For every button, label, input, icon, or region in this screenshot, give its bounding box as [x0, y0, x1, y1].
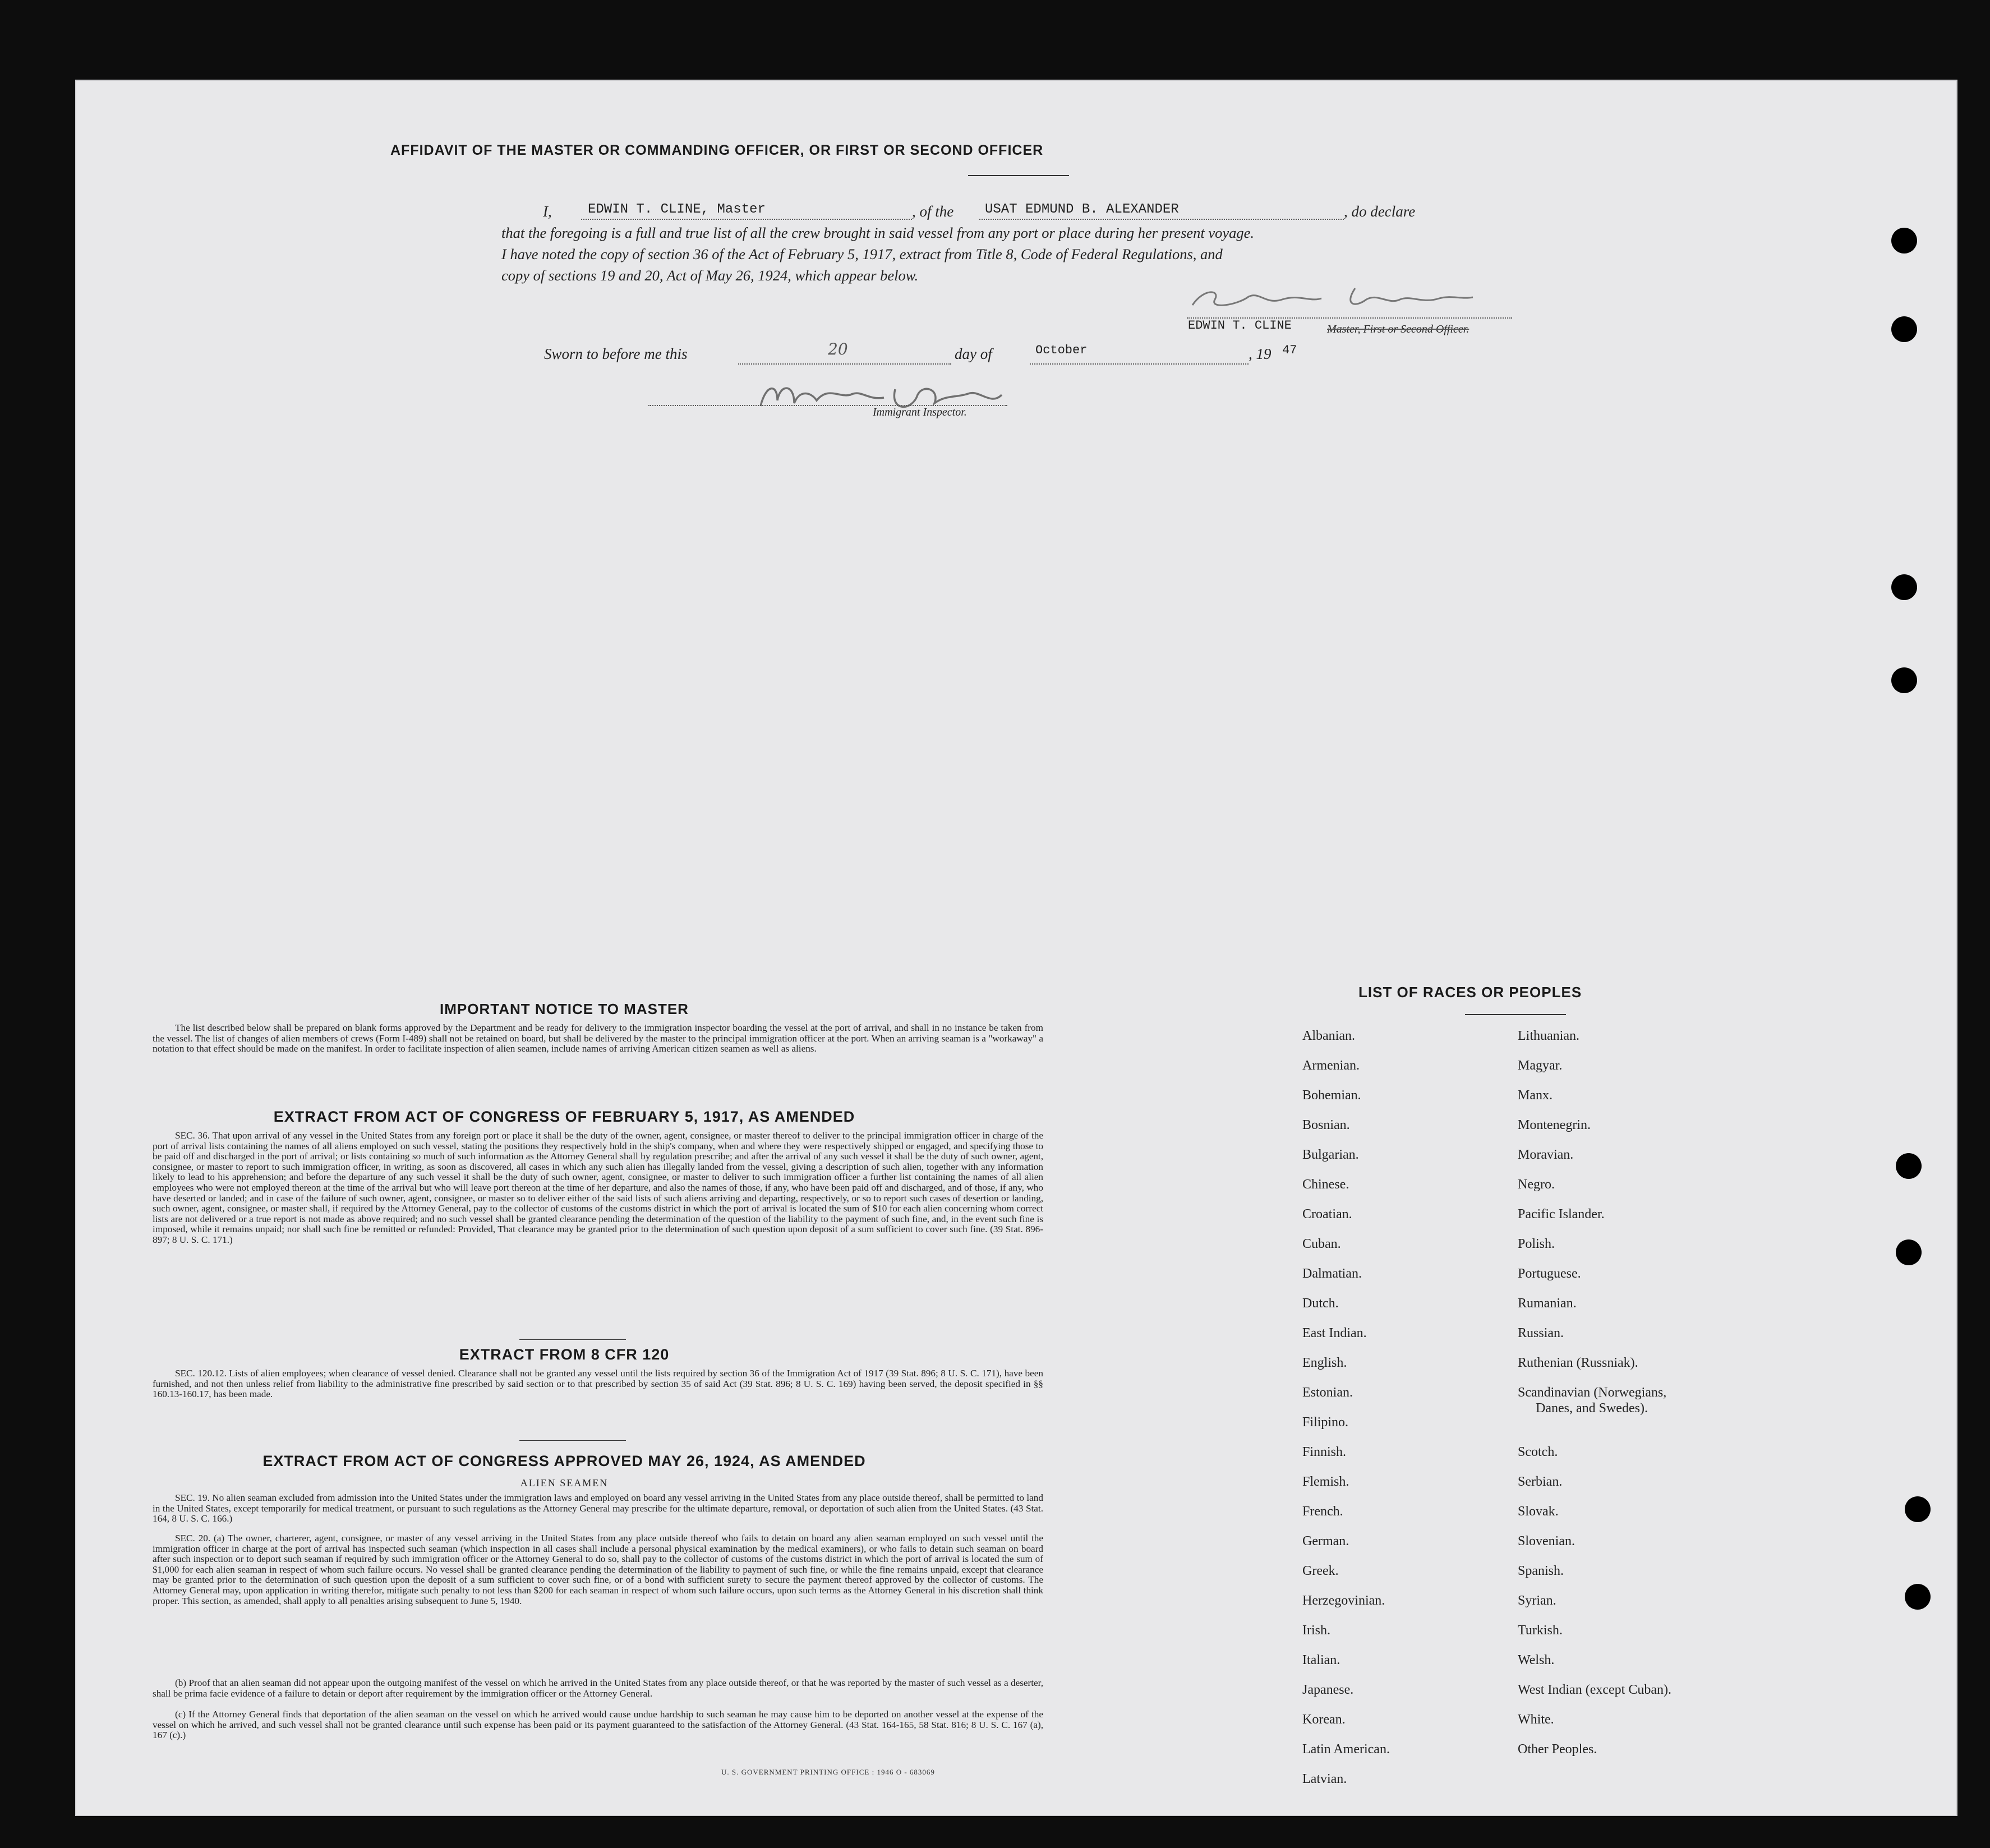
sworn-year: 47	[1282, 343, 1297, 357]
race-item: Russian.	[1518, 1326, 1564, 1340]
printing-office-footer: U. S. GOVERNMENT PRINTING OFFICE : 1946 O - 683069	[721, 1768, 935, 1776]
notice-title: IMPORTANT NOTICE TO MASTER	[440, 1001, 689, 1017]
vessel-name: USAT EDMUND B. ALEXANDER	[985, 202, 1179, 217]
race-item: Scotch.	[1518, 1445, 1558, 1459]
punch-hole	[1891, 574, 1917, 600]
race-item: Cuban.	[1302, 1237, 1341, 1251]
race-item: Armenian.	[1302, 1058, 1360, 1073]
races-title: LIST OF RACES OR PEOPLES	[1358, 984, 1582, 1001]
race-item: East Indian.	[1302, 1326, 1367, 1340]
race-item: Croatian.	[1302, 1207, 1352, 1222]
race-item: White.	[1518, 1712, 1554, 1727]
declaration-line-2: that the foregoing is a full and true list of all the crew brought in said vessel from any port or place during her present voyage.	[501, 224, 1255, 241]
sworn-month-line	[1030, 363, 1249, 365]
race-item: Ruthenian (Russniak).	[1518, 1356, 1638, 1370]
race-item: Bohemian.	[1302, 1088, 1361, 1103]
sworn-label: Sworn to before me this	[544, 345, 688, 362]
master-name: EDWIN T. CLINE, Master	[588, 202, 766, 217]
inspector-label: Immigrant Inspector.	[873, 406, 967, 418]
race-item: Welsh.	[1518, 1653, 1555, 1667]
sworn-day: 20	[828, 340, 848, 358]
of-the-text: , of the	[912, 203, 954, 220]
race-item: Chinese.	[1302, 1177, 1349, 1192]
race-item: Syrian.	[1518, 1593, 1556, 1608]
race-item: Latin American.	[1302, 1742, 1390, 1757]
race-item: Albanian.	[1302, 1029, 1355, 1043]
race-item: Portuguese.	[1518, 1266, 1581, 1281]
title-rule	[968, 175, 1069, 176]
extract-rule-1	[519, 1339, 626, 1340]
alien-seamen-subtitle: ALIEN SEAMEN	[520, 1477, 609, 1488]
race-item: Polish.	[1518, 1237, 1555, 1251]
race-item: Danes, and Swedes).	[1536, 1401, 1648, 1416]
signer-title: Master, First or Second Officer.	[1327, 323, 1470, 335]
race-item: Dalmatian.	[1302, 1266, 1362, 1281]
extract-1917-text: SEC. 36. That upon arrival of any vessel in the United States from any foreign port or place it shall be the duty of the owner, agent, consignee, or master thereof to deliver to the principal immigration officer in charge of the port of arrival lists containing the names of all aliens employed on such vessel, stating the positions they respectively hold in the ship's company, when and where they were respectively shipped or engaged, and specifying those to be paid off and discharged in the port of arrival; or lists containing so much of such information as the Attorney General shall by regulation prescribe; and after the arrival of any such vessel it shall be the duty of such owner, agent, consignee, or master to report to such immigration officer, in writing, as soon as discovered, all cases in which any such alien has illegally landed from the vessel, giving a description of such alien, together with any information likely to lead to his apprehension; and before the departure of any such vessel it shall be the duty of such owner, agent, consignee, or master to deliver to such immigration officer a further list containing the names of all alien employees who were not employed thereon at the time of the arrival but who will leave port thereon at the time of her departure, and also the names of those, if any, who have been paid off and discharged, and of those, if any, who have deserted or landed; and in case of the failure of such owner, agent, consignee, or master so to deliver either of the said lists of such aliens arriving and departing, respectively, or so to report such cases of desertion or landing, such owner, agent, consignee, or master shall, if required by the Attorney General, pay to the collector of customs of the customs district in which the port of arrival is located the sum of $10 for each alien concerning whom correct lists are not delivered or a true report is not made as above required; and no such vessel shall be granted clearance pending the determination of the question of the liability to the payment of such fine, and, in the event such fine is imposed, while it remains unpaid; nor shall such fine be remitted or refunded: Provided, That clearance may be granted prior to the determination of such question upon deposit of a sum sufficient to cover such fine. (39 Stat. 896-897; 8 U. S. C. 171.)	[153, 1130, 1043, 1245]
race-item: Slovenian.	[1518, 1534, 1575, 1549]
punch-hole	[1896, 1153, 1922, 1179]
extract-rule-2	[519, 1440, 626, 1441]
sworn-day-line	[738, 363, 951, 365]
race-item: Serbian.	[1518, 1474, 1563, 1489]
punch-hole	[1905, 1584, 1931, 1610]
race-item: Other Peoples.	[1518, 1742, 1597, 1757]
race-item: Irish.	[1302, 1623, 1330, 1638]
section-20b-text: (b) Proof that an alien seaman did not appear upon the outgoing manifest of the vessel on which he arrived in the United States from any place outside thereof, or that he was reported by the master of such vessel as a deserter, shall be prima facie evidence of a failure to detain or deport after requirement by the immigration officer or the Attorney General.	[153, 1678, 1043, 1699]
extract-cfr-text: SEC. 120.12. Lists of alien employees; when clearance of vessel denied. Clearance shall not be granted any vessel until the lists required by section 36 of the Immigration Act of 1917 (39 Stat. 896; 8 U. S. C. 171), have been furnished, and not then unless relief from liability to the administrative fine prescribed by said section or to that prescribed by section 35 of said Act (39 Stat. 896; 8 U. S. C. 169) having been served, the deposit specified in §§ 160.13-160.17, has been made.	[153, 1368, 1043, 1400]
race-item: Manx.	[1518, 1088, 1553, 1103]
master-signature	[1187, 283, 1478, 316]
do-declare-text: , do declare	[1344, 203, 1416, 220]
race-item: Latvian.	[1302, 1772, 1347, 1786]
race-item: West Indian (except Cuban).	[1518, 1683, 1671, 1697]
race-item: Slovak.	[1518, 1504, 1559, 1519]
race-item: French.	[1302, 1504, 1343, 1519]
punch-hole	[1891, 228, 1917, 254]
race-item: Rumanian.	[1518, 1296, 1577, 1311]
race-item: Bulgarian.	[1302, 1147, 1359, 1162]
year-prefix: , 19	[1249, 345, 1272, 362]
sworn-month: October	[1035, 343, 1088, 357]
race-item: Lithuanian.	[1518, 1029, 1579, 1043]
race-item: English.	[1302, 1356, 1347, 1370]
race-item: Finnish.	[1302, 1445, 1347, 1459]
vessel-name-line	[979, 219, 1344, 220]
race-item: Flemish.	[1302, 1474, 1349, 1489]
section-20c-text: (c) If the Attorney General finds that deportation of the alien seaman on the vessel on which he arrived would cause undue hardship to such seaman he may cause him to be deported on another vessel at the expense of the vessel on which he arrived, and such vessel shall not be granted clearance until such expense has been paid or its payment guaranteed to the satisfaction of the Attorney General. (43 Stat. 164-165, 58 Stat. 816; 8 U. S. C. 167 (a), 167 (c).)	[153, 1709, 1043, 1741]
race-item: Japanese.	[1302, 1683, 1354, 1697]
race-item: Estonian.	[1302, 1385, 1353, 1400]
master-name-line	[581, 219, 912, 220]
race-item: Scandinavian (Norwegians,	[1518, 1385, 1667, 1400]
race-item: Dutch.	[1302, 1296, 1339, 1311]
declaration-line-4: copy of sections 19 and 20, Act of May 26, 1924, which appear below.	[501, 267, 919, 284]
race-item: Moravian.	[1518, 1147, 1574, 1162]
race-item: Magyar.	[1518, 1058, 1563, 1073]
race-item: Bosnian.	[1302, 1118, 1350, 1132]
notice-text: The list described below shall be prepared on blank forms approved by the Department and be ready for delivery to the immigration inspector boarding the vessel at the port of arrival, and shall in no instance be taken from the vessel. The list of changes of alien members of crews (Form I-489) shall not be retained on board, but shall be delivered by the master to the principal immigration officer at the port. When an arriving seaman is a "workaway" a notation to that effect should be made on the manifest. In order to facilitate inspection of alien seamen, include names of arriving American citizen seamen as well as aliens.	[153, 1022, 1043, 1054]
day-of-text: day of	[955, 345, 992, 362]
race-item: Italian.	[1302, 1653, 1341, 1667]
race-item: Negro.	[1518, 1177, 1555, 1192]
extract-1917-title: EXTRACT FROM ACT OF CONGRESS OF FEBRUARY 5, 1917, AS AMENDED	[273, 1108, 855, 1125]
section-20a-text: SEC. 20. (a) The owner, charterer, agent, consignee, or master of any vessel arriving in the United States from any place outside thereof who fails to detain on board any alien seaman employed on such vessel until the immigration officer in charge at the port of arrival has inspected such seaman (which inspection in all cases shall include a personal physical examination by the medical examiners), or who fails to detain such seaman on board after such inspection or to deport such seaman if required by such immigration officer or the Attorney General to do so, shall pay to the collector of customs of the customs district in which the port of arrival is located the sum of $1,000 for each alien seaman in respect of whom such failure occurs. No vessel shall be granted clearance pending the determination of the liability to payment of such fine, or while the fine remains unpaid, except that clearance may be granted prior to the determination of such question upon the deposit of a sum sufficient to cover such fine, or of a bond with sufficient surety to secure the payment thereof approved by the collector of customs. The Attorney General may, upon application in writing therefor, mitigate such penalty to not less than $200 for each seaman in respect of whom such failure occurs, upon such terms as the Attorney General in his discretion shall think proper. This section, as amended, shall apply to all penalties arising subsequent to June 5, 1940.	[153, 1533, 1043, 1606]
race-item: Korean.	[1302, 1712, 1346, 1727]
declaration-pronoun: I,	[543, 203, 552, 220]
race-item: German.	[1302, 1534, 1349, 1549]
race-item: Filipino.	[1302, 1415, 1349, 1430]
signer-printed-name: EDWIN T. CLINE	[1188, 319, 1292, 333]
punch-hole	[1896, 1239, 1922, 1265]
race-item: Montenegrin.	[1518, 1118, 1591, 1132]
punch-hole	[1891, 316, 1917, 342]
race-item: Greek.	[1302, 1564, 1339, 1578]
race-item: Pacific Islander.	[1518, 1207, 1605, 1222]
document-page	[75, 80, 1957, 1816]
section-19-text: SEC. 19. No alien seaman excluded from admission into the United States under the immigration laws and employed on board any vessel arriving in the United States from any place outside thereof, shall be permitted to land in the United States, except temporarily for medical treatment, or pursuant to such regulations as the Attorney General may prescribe for the ultimate departure, removal, or deportation of such alien from the United States. (43 Stat. 164, 8 U. S. C. 166.)	[153, 1492, 1043, 1524]
races-rule	[1465, 1014, 1566, 1015]
extract-cfr-title: EXTRACT FROM 8 CFR 120	[459, 1346, 670, 1363]
extract-1924-title: EXTRACT FROM ACT OF CONGRESS APPROVED MAY 26, 1924, AS AMENDED	[262, 1453, 866, 1469]
race-item: Herzegovinian.	[1302, 1593, 1385, 1608]
race-item: Turkish.	[1518, 1623, 1563, 1638]
race-item: Spanish.	[1518, 1564, 1564, 1578]
punch-hole	[1891, 667, 1917, 693]
affidavit-title: AFFIDAVIT OF THE MASTER OR COMMANDING OFFICER, OR FIRST OR SECOND OFFICER	[390, 142, 1044, 158]
punch-hole	[1905, 1496, 1931, 1522]
declaration-line-3: I have noted the copy of section 36 of the Act of February 5, 1917, extract from Title 8, Code of Federal Regulations, and	[501, 246, 1223, 262]
